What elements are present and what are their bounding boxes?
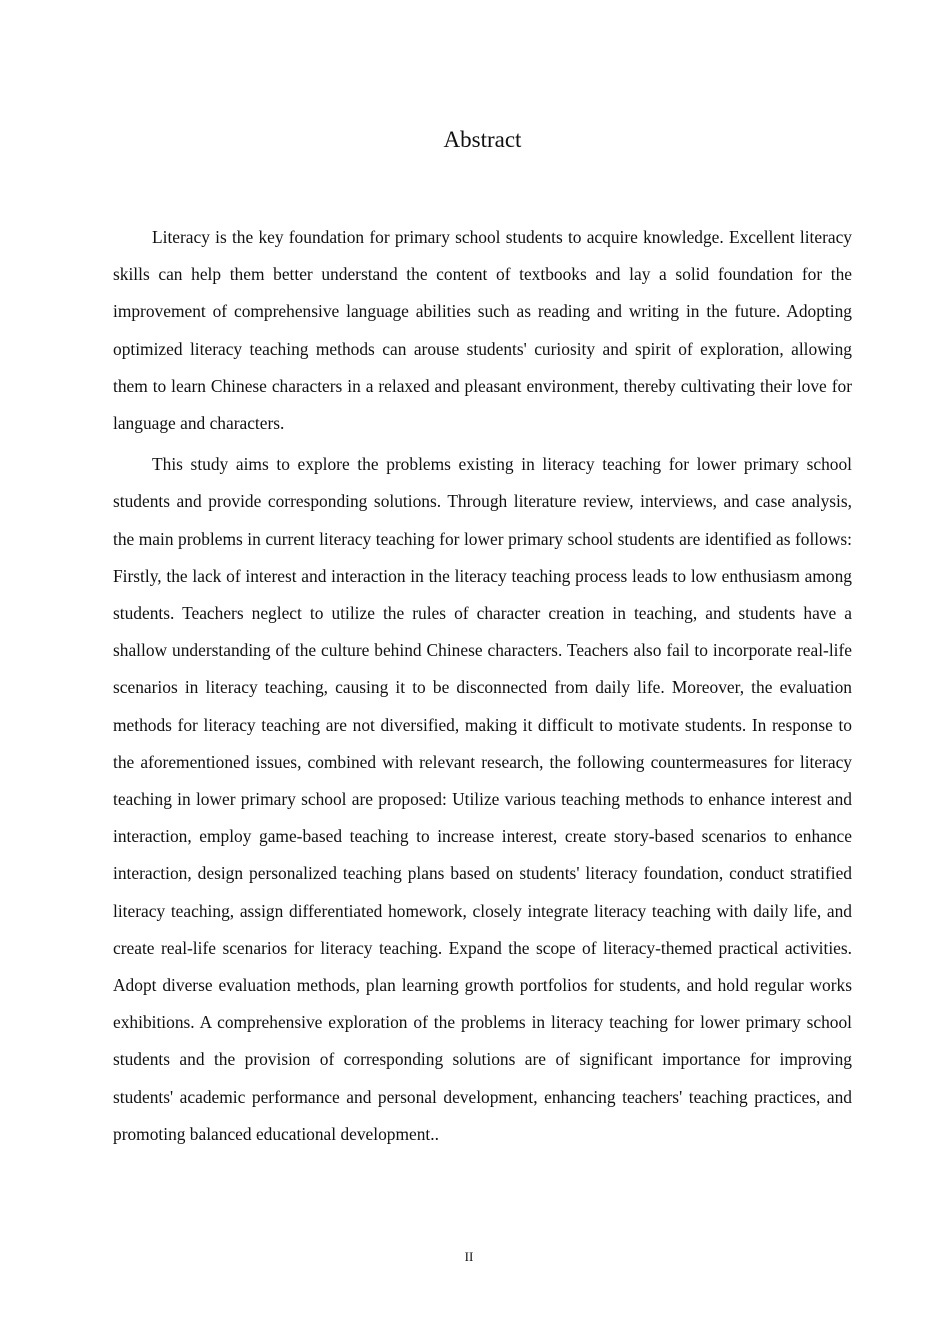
abstract-title: Abstract bbox=[443, 127, 522, 152]
page-number: II bbox=[464, 1249, 474, 1264]
abstract-body bbox=[113, 219, 852, 1157]
abstract-paragraph-1: Literacy is the key foundation for primary school students to acquire knowledge. Excellent literacy skills can help them better understand the content of textbooks and lay a solid foundation for the improvement of comprehensive language abilities such as reading and writing in the future. Adopting optimized literacy teaching methods can arouse students' curiosity and spirit of exploration, allowing them to learn Chinese characters in a relaxed and pleasant environment, thereby cultivating their love for language and characters. bbox=[113, 227, 852, 434]
abstract-paragraph-2: This study aims to explore the problems existing in literacy teaching for lower primary school students and provide corresponding solutions. Through literature review, interviews, and case analysis, the main problems in current literacy teaching for lower primary school students are identified as follows: Firstly, the lack of interest and interaction in the literacy teaching process leads to low enthusiasm among students. Teachers neglect to utilize the rules of character creation in teaching, and students have a shallow understanding of the culture behind Chinese characters. Teachers also fail to incorporate real-life scenarios in literacy teaching, causing it to be disconnected from daily life. Moreover, the evaluation methods for literacy teaching are not diversified, making it difficult to motivate students. In response to the aforementioned issues, combined with relevant research, the following countermeasures for literacy teaching in lower primary school are proposed: Utilize various teaching methods to enhance interest and interaction, employ game-based teaching to increase interest, create story-based scenarios to enhance interaction, design personalized teaching plans based on students' literacy foundation, conduct stratified literacy teaching, assign differentiated homework, closely integrate literacy teaching with daily life, and create real-life scenarios for literacy teaching. Expand the scope of literacy-themed practical activities. Adopt diverse evaluation methods, plan learning growth portfolios for students, and hold regular works exhibitions. A comprehensive exploration of the problems in literacy teaching for lower primary school students and the provision of corresponding solutions are of significant importance for improving students' academic performance and personal development, enhancing teachers' teaching practices, and promoting balanced educational development.. bbox=[113, 454, 852, 1144]
